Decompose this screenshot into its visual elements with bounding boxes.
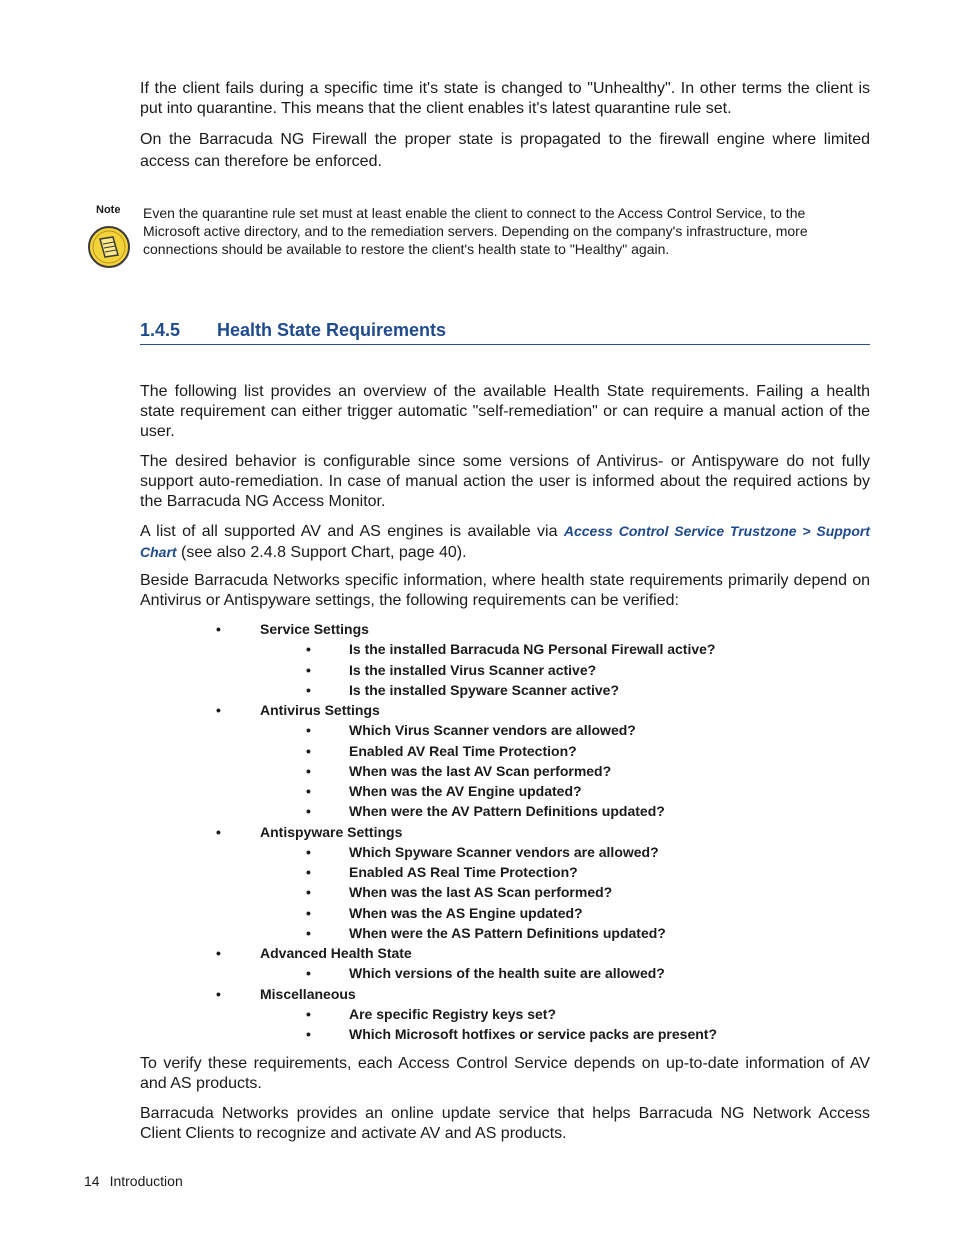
requirement-item-label: Is the installed Barracuda NG Personal Firewall active? xyxy=(349,641,716,658)
paragraph-overview: The following list provides an overview of the available Health State requirements. Failing a health state requirement can either trigger automatic "self-remediation" or can require a manual action of the user. xyxy=(140,383,870,440)
paragraph-quarantine: If the client fails during a specific time it's state is changed to "Unhealthy". In other terms the client is put into quarantine. This means that the client enables it's latest quarantine rule set. xyxy=(140,80,870,117)
page-footer xyxy=(84,1173,183,1189)
requirement-item-label: Is the installed Virus Scanner active? xyxy=(349,661,597,678)
requirement-item-label: Which versions of the health suite are allowed? xyxy=(349,965,665,982)
bullet: • xyxy=(306,661,311,678)
requirement-group-label: Service Settings xyxy=(260,621,369,637)
requirement-item-label: When was the AV Engine updated? xyxy=(349,783,582,799)
requirement-item-label: When was the AS Engine updated? xyxy=(349,904,583,921)
bullet: • xyxy=(306,1005,311,1022)
requirement-item-label: Is the installed Spyware Scanner active? xyxy=(349,681,619,698)
requirement-item-label: Enabled AS Real Time Protection? xyxy=(349,864,578,880)
support-list-text: A list of all supported AV and AS engines is available via xyxy=(140,523,564,540)
bullet: • xyxy=(216,985,221,1002)
bullet: • xyxy=(306,783,311,799)
page-number: 14 xyxy=(84,1173,100,1189)
bullet: • xyxy=(306,742,311,759)
paragraph-support-list xyxy=(140,521,870,563)
requirement-item-label: When was the last AV Scan performed? xyxy=(349,762,612,779)
paragraph-update-service: Barracuda Networks provides an online update service that helps Barracuda NG Network Access Client Clients to recognize and activate AV and AS products. xyxy=(140,1105,870,1142)
requirement-item-label: Which Virus Scanner vendors are allowed? xyxy=(349,722,636,739)
bullet: • xyxy=(306,924,311,941)
bullet: • xyxy=(306,1026,311,1042)
support-list-reference: (see also 2.4.8 Support Chart, page 40). xyxy=(176,544,467,561)
requirement-item-label: When were the AS Pattern Definitions updated? xyxy=(349,924,666,941)
requirement-group-label: Advanced Health State xyxy=(260,945,412,961)
paragraph-requirements-intro: Beside Barracuda Networks specific information, where health state requirements primarily depend on Antivirus or Antispyware settings, the following requirements can be verified: xyxy=(140,572,870,609)
support-chart-link[interactable]: Access Control Service Trustzone > Support Chart xyxy=(140,523,871,560)
requirement-group-label: Miscellaneous xyxy=(260,985,356,1002)
section-number: 1.4.5 xyxy=(140,320,181,340)
section-title: Health State Requirements xyxy=(217,320,447,340)
bullet: • xyxy=(306,843,311,860)
paragraph-verify: To verify these requirements, each Access Control Service depends on up-to-date information of AV and AS products. xyxy=(140,1055,870,1092)
bullet: • xyxy=(306,803,311,820)
bullet: • xyxy=(306,884,311,901)
requirement-group-label: Antispyware Settings xyxy=(260,823,403,840)
note-icon xyxy=(87,225,131,269)
bullet: • xyxy=(216,702,221,718)
bullet: • xyxy=(306,681,311,698)
requirement-item-label: When were the AV Pattern Definitions updated? xyxy=(349,803,665,820)
bullet: • xyxy=(306,904,311,921)
requirement-item-label: Enabled AV Real Time Protection? xyxy=(349,742,577,759)
bullet: • xyxy=(306,864,311,880)
bullet: • xyxy=(216,945,221,961)
paragraph-behavior: The desired behavior is configurable since some versions of Antivirus- or Antispyware do not fully support auto-remediation. In case of manual action the user is informed about the required actions by the Barracuda NG Access Monitor. xyxy=(140,453,870,510)
bullet: • xyxy=(306,965,311,982)
requirement-item-label: Are specific Registry keys set? xyxy=(349,1005,556,1022)
requirement-item-label: Which Spyware Scanner vendors are allowed? xyxy=(349,843,659,860)
bullet: • xyxy=(216,823,221,840)
note-label: Note xyxy=(96,204,121,216)
requirement-item-label: Which Microsoft hotfixes or service packs are present? xyxy=(349,1026,718,1042)
paragraph-firewall-state: On the Barracuda NG Firewall the proper state is propagated to the firewall engine where limited access can therefore be enforced. xyxy=(140,131,870,170)
note-text: Even the quarantine rule set must at least enable the client to connect to the Access Control Service, to the Microsoft active directory, and to the remediation servers. Depending on the company's infrastructure, more connections should be available to restore the client's health state to "Healthy" again. xyxy=(143,205,808,257)
bullet: • xyxy=(306,722,311,739)
requirement-group-label: Antivirus Settings xyxy=(260,702,380,718)
bullet: • xyxy=(306,762,311,779)
bullet: • xyxy=(306,641,311,658)
requirement-item-label: When was the last AS Scan performed? xyxy=(349,884,613,901)
section-heading xyxy=(140,318,870,345)
bullet: • xyxy=(216,621,221,637)
chapter-name: Introduction xyxy=(109,1173,183,1189)
